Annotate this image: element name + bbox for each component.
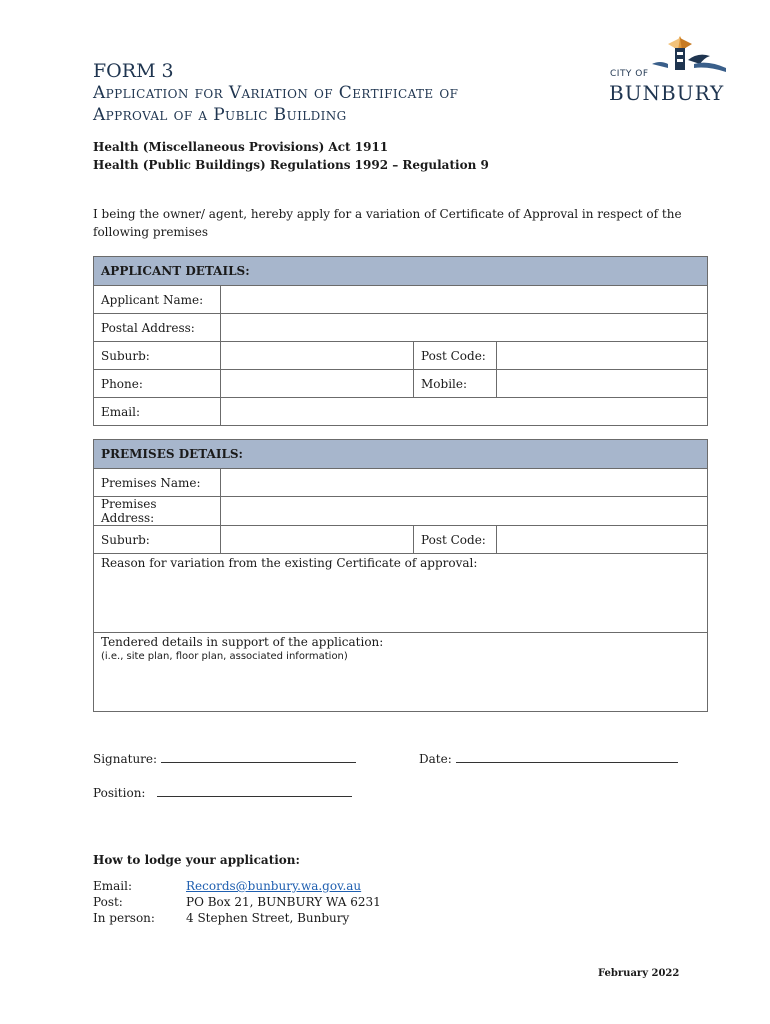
date-row	[419, 752, 678, 766]
date-label: Date:	[419, 752, 452, 766]
lodge-inperson-value: 4 Stephen Street, Bunbury	[186, 911, 350, 925]
premises-name-label: Premises Name:	[94, 469, 221, 497]
applicant-name-field[interactable]	[221, 286, 708, 314]
email-field[interactable]	[221, 398, 708, 426]
tendered-details-field[interactable]	[94, 633, 708, 712]
premises-address-field[interactable]	[221, 497, 708, 526]
phone-label: Phone:	[94, 370, 221, 398]
email-label: Email:	[94, 398, 221, 426]
lodge-email-link[interactable]: Records@bunbury.wa.gov.au	[186, 879, 362, 893]
lodge-email-label: Email:	[93, 879, 133, 893]
applicant-suburb-label: Suburb:	[94, 342, 221, 370]
premises-suburb-label: Suburb:	[94, 526, 221, 554]
lodge-post-value: PO Box 21, BUNBURY WA 6231	[186, 895, 381, 909]
position-label: Position:	[93, 786, 146, 800]
signature-label: Signature:	[93, 752, 158, 766]
signature-row	[93, 752, 356, 766]
position-line[interactable]	[157, 786, 352, 797]
premises-postcode-field[interactable]	[497, 526, 708, 554]
applicant-details-table	[93, 256, 708, 426]
lodge-heading: How to lodge your application:	[93, 853, 300, 867]
lodge-inperson-label: In person:	[93, 911, 155, 925]
regulation-reference: Health (Public Buildings) Regulations 1992 – Regulation 9	[93, 158, 489, 172]
form-title	[93, 82, 458, 126]
logo-city-of: CITY OF	[610, 69, 649, 79]
postal-address-label: Postal Address:	[94, 314, 221, 342]
premises-address-label: Premises Address:	[94, 497, 221, 526]
premises-suburb-field[interactable]	[221, 526, 414, 554]
applicant-postcode-field[interactable]	[497, 342, 708, 370]
applicant-name-label: Applicant Name:	[94, 286, 221, 314]
tendered-details-note: (i.e., site plan, floor plan, associated information)	[101, 651, 348, 662]
form-title-line2: Approval of a Public Building	[93, 105, 347, 125]
postal-address-field[interactable]	[221, 314, 708, 342]
tendered-details-label: Tendered details in support of the application:	[101, 635, 384, 649]
footer-date: February 2022	[598, 968, 680, 979]
position-row	[93, 786, 352, 800]
mobile-label: Mobile:	[414, 370, 497, 398]
intro-statement: I being the owner/ agent, hereby apply for a variation of Certificate of Approval in respect of the following premises	[93, 207, 682, 239]
city-of-bunbury-logo	[608, 34, 734, 106]
legislation-references	[93, 138, 489, 174]
form-number: FORM 3	[93, 60, 174, 82]
logo-bunbury: BUNBURY	[609, 81, 725, 105]
reason-for-variation-label: Reason for variation from the existing Certificate of approval:	[101, 556, 478, 570]
act-reference: Health (Miscellaneous Provisions) Act 1911	[93, 140, 389, 154]
premises-details-table	[93, 439, 708, 712]
mobile-field[interactable]	[497, 370, 708, 398]
premises-details-heading: PREMISES DETAILS:	[94, 440, 708, 469]
form-title-line1: Application for Variation of Certificate of	[93, 83, 459, 103]
phone-field[interactable]	[221, 370, 414, 398]
premises-name-field[interactable]	[221, 469, 708, 497]
applicant-suburb-field[interactable]	[221, 342, 414, 370]
reason-for-variation-field[interactable]	[94, 554, 708, 633]
signature-line[interactable]	[161, 752, 356, 763]
applicant-postcode-label: Post Code:	[414, 342, 497, 370]
date-line[interactable]	[456, 752, 678, 763]
applicant-details-heading: APPLICANT DETAILS:	[94, 257, 708, 286]
lodge-post-label: Post:	[93, 895, 123, 909]
premises-postcode-label: Post Code:	[414, 526, 497, 554]
